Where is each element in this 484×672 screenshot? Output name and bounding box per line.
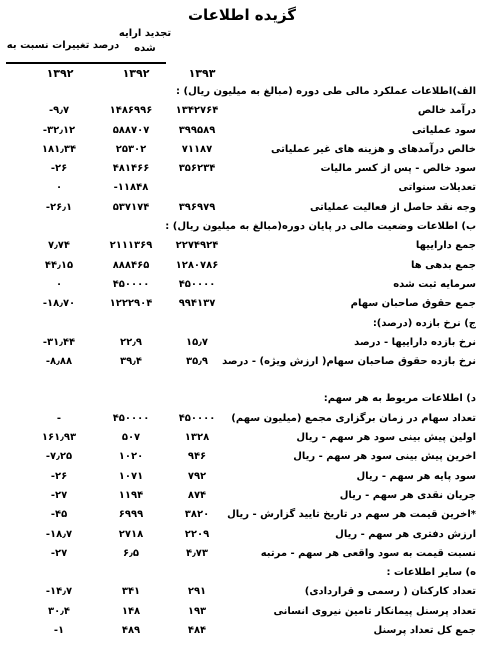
value-1393: ۲۹۱ xyxy=(187,586,207,598)
column-header-restated-text: تجدید ارایه شده xyxy=(118,28,172,54)
section-heading-row xyxy=(0,84,484,103)
table-row xyxy=(0,335,484,354)
value-1393: ۷۱۱۸۷ xyxy=(181,143,213,155)
value-1393: ۴۸۴ xyxy=(187,625,207,637)
row-label: تعداد سهام در زمان برگزاری مجمع (میلیون سهم) xyxy=(231,412,476,424)
value-percent-change: ۰ xyxy=(55,278,63,290)
year-1392-restated: ۱۳۹۲ xyxy=(122,67,150,80)
column-header-percent-change: درصد تغییرات نسبت به xyxy=(6,40,120,51)
value-percent-change: ۱۸۱٫۳۴ xyxy=(41,143,77,155)
section-title: ب) اطلاعات وضعیت مالی در پایان دوره(مبالغ به میلیون ریال) : xyxy=(165,221,476,233)
row-label: جمع بدهی ها xyxy=(411,259,476,271)
value-1393: ۹۹۴۱۳۷ xyxy=(178,298,216,310)
value-percent-change: -۱۸٫۷۰ xyxy=(42,298,76,310)
value-1393: ۳۵٫۹ xyxy=(185,356,209,368)
value-1392-restated: ۶۹۹۹ xyxy=(118,509,144,521)
row-label: *اخرین قیمت هر سهم در تاریخ تایید گزارش - ریال xyxy=(227,509,476,521)
row-label: جمع حقوق صاحبان سهام xyxy=(350,298,476,310)
value-1393: ۱۳۲۸ xyxy=(184,432,210,444)
value-percent-change: -۸٫۸۸ xyxy=(45,356,73,368)
section-title: ه) سایر اطلاعات : xyxy=(386,567,476,579)
value-1392-restated: ۲۵۳۰۲ xyxy=(115,143,147,155)
value-percent-change: -۲۶٫۱ xyxy=(45,201,73,213)
table-row xyxy=(0,507,484,526)
row-label: جمع کل تعداد پرسنل xyxy=(373,625,476,637)
section-title: د) اطلاعات مربوط به هر سهم: xyxy=(323,393,476,405)
value-percent-change: ۰ xyxy=(55,182,63,194)
value-percent-change: -۷٫۲۵ xyxy=(45,451,73,463)
value-percent-change: -۲۶ xyxy=(50,163,68,175)
column-header-restated xyxy=(110,26,180,56)
value-1392-restated: ۴۸۹ xyxy=(121,625,141,637)
value-1392-restated: ۳۴۱ xyxy=(121,586,141,598)
row-label: جریان نقدی هر سهم - ریال xyxy=(339,489,476,501)
row-label: تعداد کارکنان ( رسمی و قراردادی) xyxy=(304,586,476,598)
row-label: سود پایه هر سهم - ریال xyxy=(356,470,476,482)
value-1393: ۳۹۶۹۷۹ xyxy=(178,201,216,213)
value-1393: ۲۲۷۴۹۲۴ xyxy=(175,240,219,252)
value-percent-change: -۲۷ xyxy=(50,489,68,501)
table-row xyxy=(0,604,484,623)
table-row xyxy=(0,296,484,315)
value-percent-change: ۷٫۷۴ xyxy=(47,240,71,252)
row-label: نسبت قیمت به سود واقعی هر سهم - مرتبه xyxy=(260,547,476,559)
value-1393: ۴٫۷۳ xyxy=(185,547,209,559)
value-1392-restated: ۴۸۱۴۶۶ xyxy=(112,163,150,175)
value-1392-restated: ۵۸۸۷۰۷ xyxy=(112,124,150,136)
section-heading-row xyxy=(0,565,484,584)
table-row xyxy=(0,488,484,507)
section-heading-row xyxy=(0,391,484,410)
value-percent-change: -۲۶ xyxy=(50,470,68,482)
section-title: ج) نرخ بازده (درصد): xyxy=(372,317,476,329)
row-label: نرخ بازده حقوق صاحبان سهام( ارزش ویژه) - درصد xyxy=(222,356,476,368)
value-1392-restated: ۱۰۲۰ xyxy=(118,451,144,463)
value-1393: ۳۵۶۲۳۴ xyxy=(178,163,216,175)
value-1392-restated: ۲۱۱۱۳۶۹ xyxy=(109,240,153,252)
value-1393: ۱۹۳ xyxy=(187,605,207,617)
section-heading-row xyxy=(0,219,484,238)
value-1392-restated: ۱۰۷۱ xyxy=(118,470,144,482)
table-row xyxy=(0,354,484,373)
row-label: جمع داراییها xyxy=(415,240,476,252)
row-label: تعداد پرسنل پیمانکار تامین نیروی انسانی xyxy=(273,605,476,617)
table-row xyxy=(0,623,484,642)
value-1393: ۳۹۹۵۸۹ xyxy=(178,124,216,136)
year-header-row xyxy=(0,67,484,83)
year-1392-compare: ۱۳۹۲ xyxy=(46,67,74,80)
row-label: سود خالص - پس از کسر مالیات xyxy=(320,163,476,175)
page-title: گزیده اطلاعات xyxy=(187,6,297,24)
value-percent-change: -۳۱٫۴۴ xyxy=(42,336,76,348)
value-1392-restated: ۳۹٫۴ xyxy=(119,356,143,368)
value-1392-restated: ۲۷۱۸ xyxy=(118,528,144,540)
table-row xyxy=(0,238,484,257)
value-percent-change: - xyxy=(56,412,62,424)
value-1393: ۱۳۴۲۷۶۴ xyxy=(175,105,219,117)
value-percent-change: -۱۸٫۷ xyxy=(45,528,73,540)
value-percent-change: ۱۶۱٫۹۳ xyxy=(41,432,77,444)
table-row xyxy=(0,546,484,565)
value-1393: ۴۵۰۰۰۰ xyxy=(178,278,216,290)
value-1392-restated: ۶٫۵ xyxy=(123,547,139,559)
table-row xyxy=(0,527,484,546)
table-row xyxy=(0,142,484,161)
value-1392-restated: ۱۴۸۶۹۹۶ xyxy=(109,105,153,117)
value-1392-restated: ۱۱۹۴ xyxy=(118,489,144,501)
table-row xyxy=(0,161,484,180)
year-1393: ۱۳۹۳ xyxy=(188,67,216,80)
table-row xyxy=(0,180,484,199)
table-row xyxy=(0,123,484,142)
value-1392-restated: ۸۸۸۴۶۵ xyxy=(112,259,150,271)
value-percent-change: -۴۵ xyxy=(50,509,68,521)
row-label: درآمد خالص xyxy=(417,105,476,117)
table-row xyxy=(0,277,484,296)
header-divider xyxy=(6,62,166,64)
table-row xyxy=(0,449,484,468)
value-percent-change: -۳۲٫۱۲ xyxy=(42,124,76,136)
section-title: الف)اطلاعات عملکرد مالی طی دوره (مبالغ به میلیون ریال) : xyxy=(176,86,476,97)
table-row xyxy=(0,469,484,488)
value-1393: ۴۵۰۰۰۰ xyxy=(178,412,216,424)
value-1393: ۷۹۲ xyxy=(187,470,207,482)
value-1392-restated: ۱۴۸ xyxy=(121,605,141,617)
spacer-row xyxy=(0,373,484,391)
row-label: تعدیلات سنواتی xyxy=(398,182,476,194)
row-label: نرخ بازده داراییها - درصد xyxy=(354,336,476,348)
value-1393: ۳۸۲۰ xyxy=(184,509,210,521)
value-1392-restated: ۱۲۲۲۹۰۴ xyxy=(109,298,153,310)
value-percent-change: -۹٫۷ xyxy=(48,105,70,117)
section-heading-row xyxy=(0,316,484,335)
table-row xyxy=(0,258,484,277)
value-1393: ۱۲۸۰۷۸۶ xyxy=(175,259,219,271)
value-1393: ۱۵٫۷ xyxy=(185,336,209,348)
value-1392-restated: ۵۰۷ xyxy=(121,432,141,444)
value-1393: ۸۷۴ xyxy=(187,489,207,501)
row-label: سود عملیاتی xyxy=(411,124,476,136)
row-label: خالص درآمدهای و هزینه های غیر عملیاتی xyxy=(271,143,476,155)
value-1393: ۹۴۶ xyxy=(187,451,207,463)
table-row xyxy=(0,200,484,219)
row-label: وجه نقد حاصل از فعالیت عملیاتی xyxy=(309,201,476,213)
value-1392-restated: ۴۵۰۰۰۰ xyxy=(112,278,150,290)
value-1392-restated: ۴۵۰۰۰۰ xyxy=(112,412,150,424)
table-row xyxy=(0,103,484,122)
value-1392-restated: ۲۲٫۹ xyxy=(119,336,143,348)
table-row xyxy=(0,430,484,449)
value-percent-change: -۲۷ xyxy=(50,547,68,559)
value-percent-change: ۴۴٫۱۵ xyxy=(44,259,74,271)
value-1392-restated: ۵۳۷۱۷۴ xyxy=(112,201,150,213)
value-percent-change: -۱ xyxy=(53,625,65,637)
value-1393: ۲۲۰۹ xyxy=(184,528,210,540)
value-1392-restated: -۱۱۸۴۸ xyxy=(113,182,149,194)
data-table xyxy=(0,84,484,642)
row-label: ارزش دفتری هر سهم - ریال xyxy=(335,528,476,540)
value-percent-change: -۱۴٫۷ xyxy=(45,586,73,598)
value-percent-change: ۳۰٫۴ xyxy=(47,605,71,617)
table-row xyxy=(0,411,484,430)
row-label: اولین پیش بینی سود هر سهم - ریال xyxy=(296,432,476,444)
table-row xyxy=(0,584,484,603)
row-label: سرمایه ثبت شده xyxy=(393,278,476,290)
row-label: اخرین پیش بینی سود هر سهم - ریال xyxy=(293,451,476,463)
